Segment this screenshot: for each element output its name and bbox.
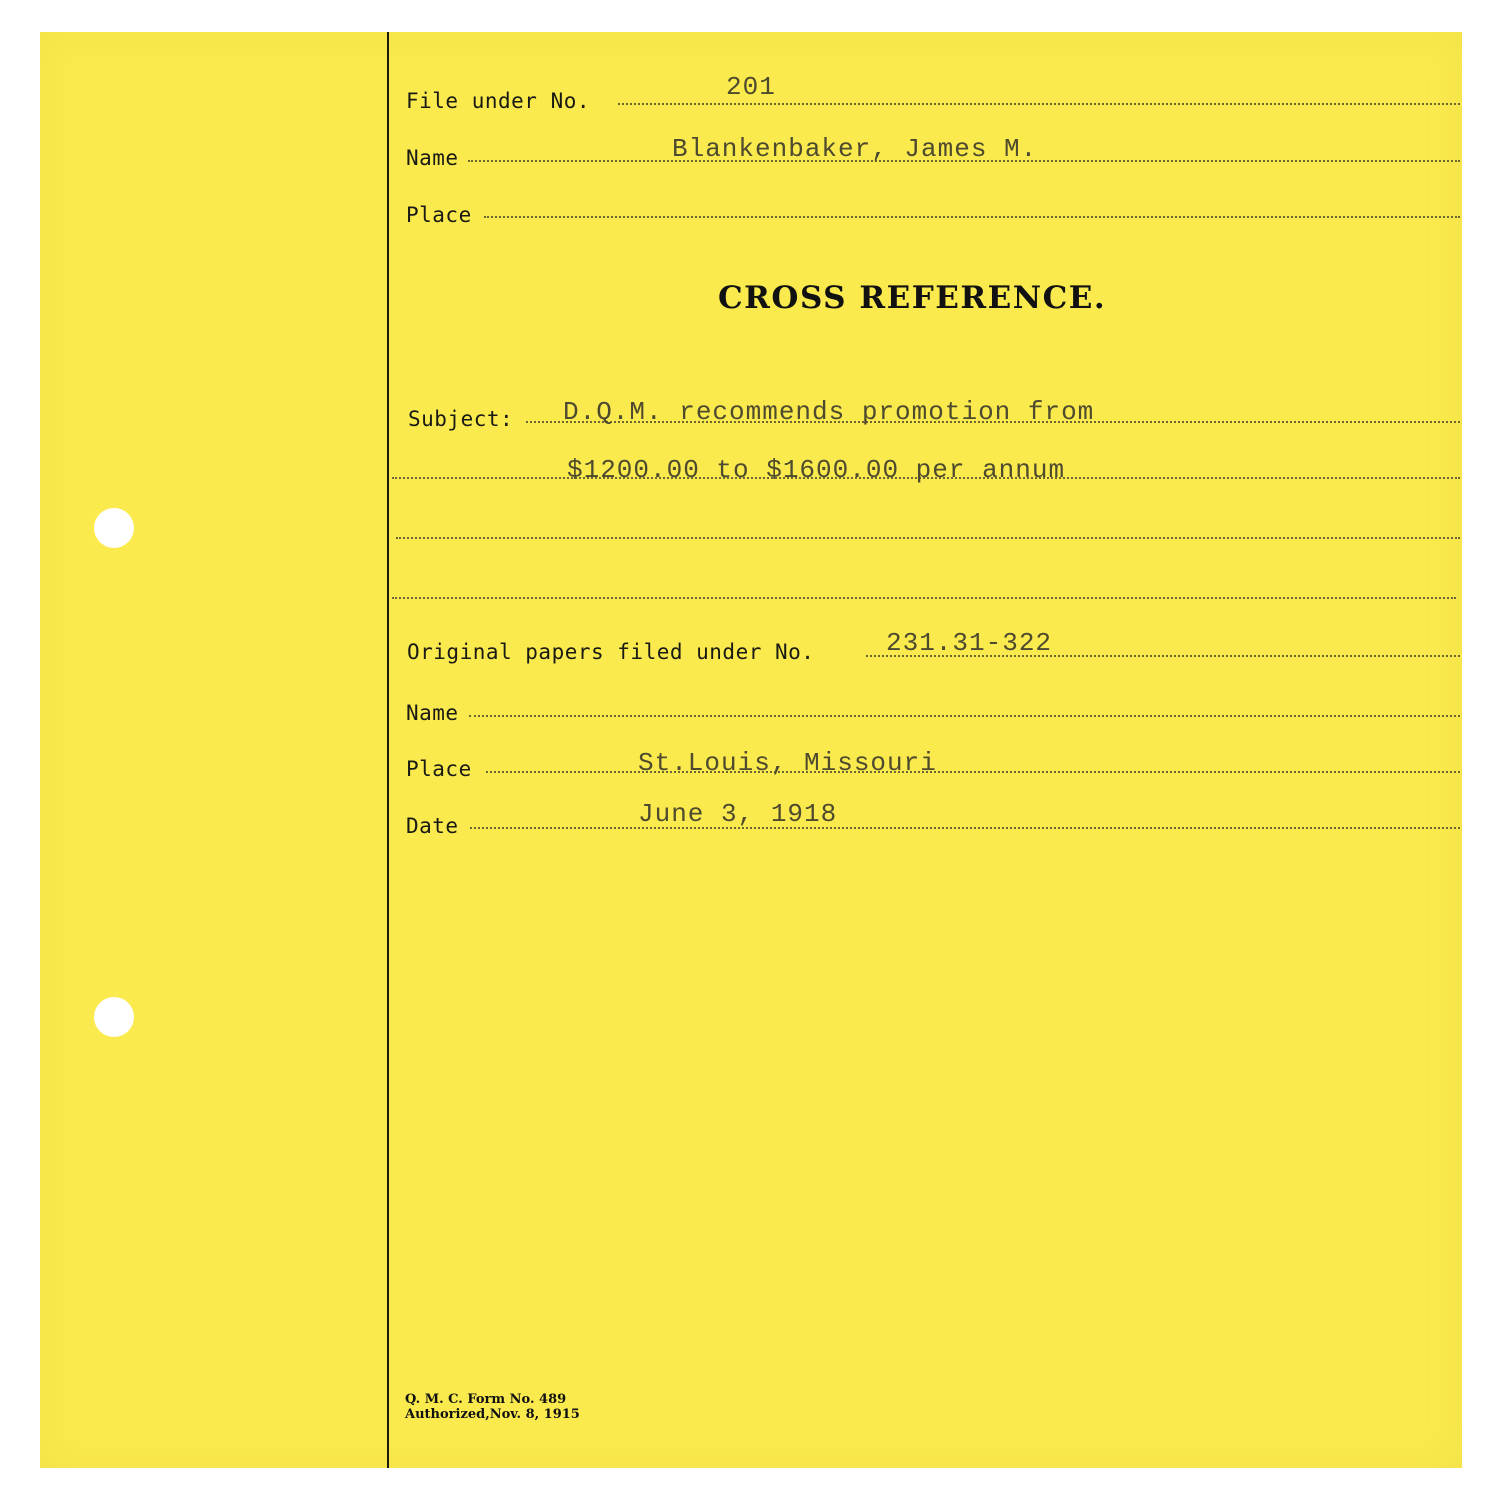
original-place-label: Place xyxy=(406,757,472,781)
subject-label: Subject: xyxy=(408,407,514,431)
original-name-line xyxy=(469,715,1460,717)
file-under-value: 201 xyxy=(726,72,776,102)
original-place-value: St.Louis, Missouri xyxy=(638,748,937,778)
name-label: Name xyxy=(406,146,459,170)
original-place-line xyxy=(486,771,1460,773)
name-value: Blankenbaker, James M. xyxy=(672,134,1038,164)
original-papers-value: 231.31-322 xyxy=(886,628,1053,658)
subject-text-line-1: D.Q.M. recommends promotion from xyxy=(563,397,1095,427)
file-under-line xyxy=(618,103,1460,105)
date-label: Date xyxy=(406,814,459,838)
cross-reference-card xyxy=(40,32,1462,1468)
place-label: Place xyxy=(406,203,472,227)
form-number-line-2: Authorized,Nov. 8, 1915 xyxy=(405,1407,580,1422)
subject-text-line-2: $1200.00 to $1600.00 per annum xyxy=(567,455,1066,485)
date-value: June 3, 1918 xyxy=(638,799,838,829)
subject-line-3 xyxy=(396,537,1460,539)
form-number xyxy=(405,1392,580,1422)
file-under-label: File under No. xyxy=(406,89,591,113)
place-line xyxy=(484,216,1460,218)
punch-hole-bottom xyxy=(94,997,134,1037)
punch-hole-top xyxy=(94,508,134,548)
original-papers-label: Original papers filed under No. xyxy=(407,640,815,664)
form-number-line-1: Q. M. C. Form No. 489 xyxy=(405,1392,567,1407)
subject-line-4 xyxy=(392,597,1456,599)
original-name-label: Name xyxy=(406,701,459,725)
page-title: CROSS REFERENCE. xyxy=(718,280,1107,316)
date-line xyxy=(470,827,1460,829)
margin-rule xyxy=(387,32,389,1468)
